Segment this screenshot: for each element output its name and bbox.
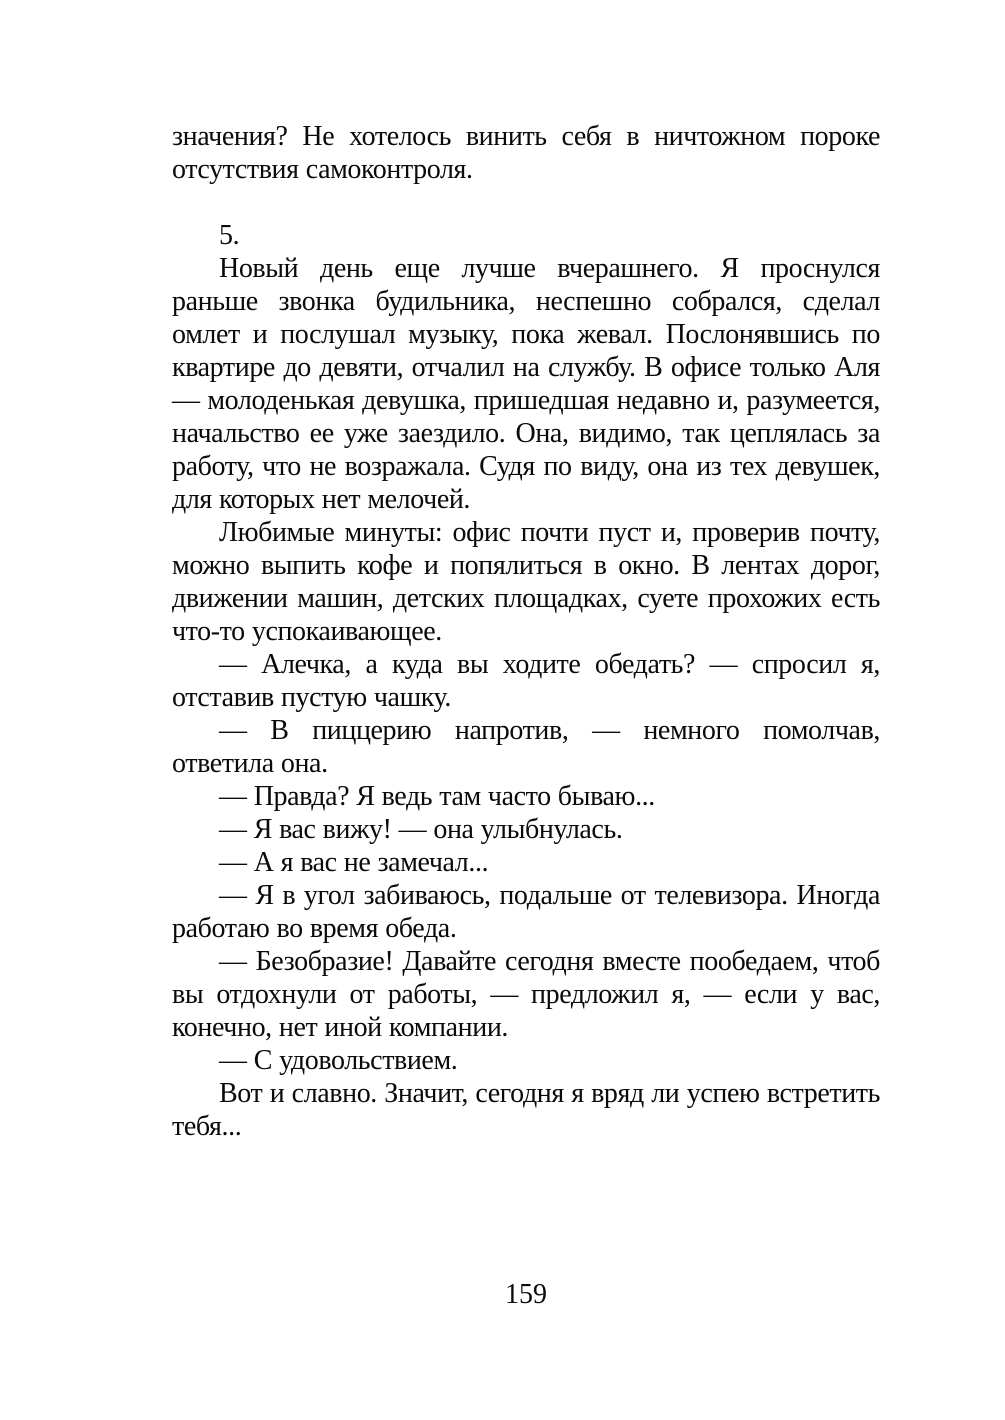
paragraph: — Безобразие! Давайте сегодня вместе пообедаем, чтоб вы отдохнули от работы, — предложил я, — если у вас, конечно, нет иной компании.: [172, 946, 880, 1043]
paragraph: значения? Не хотелось винить себя в ничтожном пороке отсутствия самоконтроля.: [172, 121, 880, 185]
paragraph: — Алечка, а куда вы ходите обедать? — спросил я, отставив пустую чашку.: [172, 649, 880, 713]
paragraph: Вот и славно. Значит, сегодня я вряд ли успею встретить тебя...: [172, 1078, 880, 1142]
paragraph: — С удовольствием.: [219, 1045, 458, 1076]
paragraph: — Я в угол забиваюсь, подальше от телевизора. Иногда работаю во время обеда.: [172, 880, 880, 944]
paragraph: Новый день еще лучше вчерашнего. Я проснулся раньше звонка будильника, неспешно собрался, сделал омлет и послушал музыку, пока жевал. Послонявшись по квартире до девяти, отчалил на службу. В офисе только Аля — молоденькая девушка, пришедшая недавно и, разумеется, начальство ее уже заездило. Она, видимо, так цеплялась за работу, что не возражала. Судя по виду, она из тех девушек, для которых нет мелочей.: [172, 253, 880, 515]
paragraph: Любимые минуты: офис почти пуст и, проверив почту, можно выпить кофе и попялиться в окно. В лентах дорог, движении машин, детских площадках, суете прохожих есть что-то успокаивающее.: [172, 517, 880, 647]
paragraph: — В пиццерию напротив, — немного помолчав, ответила она.: [172, 715, 880, 779]
paragraph: — Я вас вижу! — она улыбнулась.: [219, 814, 623, 845]
paragraph: — А я вас не замечал...: [219, 847, 489, 878]
page-number: 159: [505, 1279, 547, 1310]
page-text: [172, 120, 880, 1143]
section-number: 5.: [219, 220, 240, 251]
paragraph: — Правда? Я ведь там часто бываю...: [219, 781, 655, 812]
